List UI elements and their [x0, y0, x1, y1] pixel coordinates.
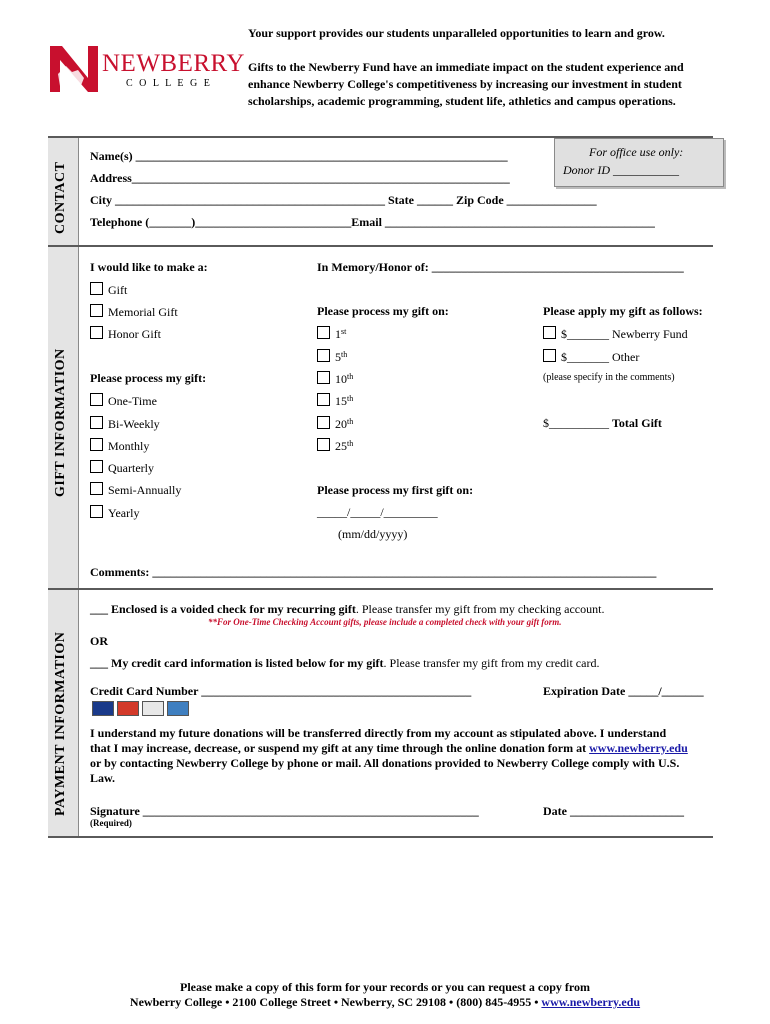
required-note: (Required)	[90, 818, 132, 828]
checkbox[interactable]	[90, 460, 103, 473]
divider-gift	[48, 588, 713, 590]
divider-contact	[48, 245, 713, 247]
contact-sidebar	[48, 138, 79, 245]
day-option[interactable]: 25th	[317, 438, 353, 454]
day-option[interactable]: 10th	[317, 371, 353, 387]
checkbox[interactable]	[317, 326, 330, 339]
intro-line-2: enhance Newberry College's competitiveness by increasing our investment in student	[248, 77, 682, 91]
checkbox[interactable]	[90, 505, 103, 518]
checkbox[interactable]	[317, 438, 330, 451]
first-gift-label: Please process my first gift on:	[317, 483, 474, 497]
voided-check-option[interactable]: ___ Enclosed is a voided check for my recurring gift. Please transfer my gift from my checking account.	[90, 602, 605, 616]
discover-icon	[142, 701, 164, 716]
checkbox[interactable]	[543, 326, 556, 339]
day-option[interactable]: 5th	[317, 349, 347, 365]
gift-label: GIFT INFORMATION	[53, 348, 68, 497]
credit-card-option[interactable]: ___ My credit card information is listed below for my gift. Please transfer my gift from my credit card.	[90, 656, 600, 670]
city-state-zip-field[interactable]: City _____________________________________________ State ______ Zip Code _______________	[90, 193, 597, 207]
card-number-field[interactable]: Credit Card Number _____________________________________________	[90, 684, 472, 698]
card-logos	[92, 700, 192, 716]
checkbox[interactable]	[90, 393, 103, 406]
first-gift-date-field[interactable]: _____/_____/_________	[317, 505, 438, 519]
process-gift-label: Please process my gift:	[90, 371, 207, 385]
frequency-option[interactable]: Bi-Weekly	[90, 416, 160, 432]
wolf-emblem-icon	[48, 44, 100, 94]
day-option[interactable]: 1st	[317, 326, 346, 342]
apply-other-option[interactable]: $_______ Other	[543, 349, 639, 365]
telephone-email-field[interactable]: Telephone (_______)__________________________Email _____________________________________________	[90, 215, 655, 229]
authorization-line-2: that I may increase, decrease, or suspend my gift at any time through the online donation form at www.newberry.edu	[90, 741, 688, 755]
frequency-option[interactable]: Monthly	[90, 438, 149, 454]
office-use-box	[554, 138, 724, 187]
checkbox[interactable]	[543, 349, 556, 362]
frequency-option[interactable]: Semi-Annually	[90, 482, 181, 498]
total-gift-field[interactable]: $__________ Total Gift	[543, 416, 662, 430]
footer-line-1: Please make a copy of this form for your records or you can request a copy from	[180, 980, 590, 994]
one-time-check-note: **For One-Time Checking Account gifts, please include a completed check with your gift form.	[208, 617, 562, 627]
checkbox[interactable]	[90, 304, 103, 317]
logo-subtitle: C O L L E G E	[126, 78, 212, 89]
or-label: OR	[90, 634, 108, 648]
frequency-option[interactable]: Quarterly	[90, 460, 154, 476]
footer-line-2: Newberry College • 2100 College Street • Newberry, SC 29108 • (800) 845-4955 • www.newberry.edu	[129, 995, 641, 1009]
donor-id-field[interactable]: Donor ID ___________	[563, 163, 679, 177]
expiration-field[interactable]: Expiration Date _____/_______	[543, 684, 704, 698]
signature-field[interactable]: Signature ________________________________________________________	[90, 804, 479, 818]
intro-line-3: scholarships, academic programming, student life, athletics and campus operations.	[248, 94, 676, 108]
checkbox[interactable]	[317, 349, 330, 362]
checkbox[interactable]	[317, 371, 330, 384]
newberry-logo	[48, 44, 245, 96]
amex-icon	[167, 701, 189, 716]
gift-type-option[interactable]: Memorial Gift	[90, 304, 178, 320]
checkbox[interactable]	[90, 326, 103, 339]
donation-link[interactable]: www.newberry.edu	[589, 741, 688, 755]
day-option[interactable]: 20th	[317, 416, 353, 432]
apply-fund-option[interactable]: $_______ Newberry Fund	[543, 326, 688, 342]
names-field[interactable]: Name(s) ______________________________________________________________	[90, 149, 508, 163]
tagline: Your support provides our students unparalleled opportunities to learn and grow.	[248, 26, 665, 40]
checkbox[interactable]	[90, 482, 103, 495]
office-title: For office use only:	[589, 145, 684, 159]
make-a-label: I would like to make a:	[90, 260, 208, 274]
visa-icon	[92, 701, 114, 716]
checkbox[interactable]	[317, 416, 330, 429]
contact-label: CONTACT	[53, 161, 68, 234]
gift-type-option[interactable]: Gift	[90, 282, 127, 298]
date-format-hint: (mm/dd/yyyy)	[338, 527, 408, 541]
frequency-option[interactable]: One-Time	[90, 393, 157, 409]
intro-line-1: Gifts to the Newberry Fund have an immediate impact on the student experience and	[248, 60, 684, 74]
address-field[interactable]: Address_______________________________________________________________	[90, 171, 510, 185]
divider-bottom	[48, 836, 713, 838]
authorization-line-4: Law.	[90, 771, 116, 785]
date-field[interactable]: Date ___________________	[543, 804, 684, 818]
payment-label: PAYMENT INFORMATION	[53, 631, 68, 816]
authorization-line-3: or by contacting Newberry College by phone or mail. All donations provided to Newberry College comply with U.S.	[90, 756, 680, 770]
checkbox[interactable]	[317, 393, 330, 406]
checkbox[interactable]	[90, 438, 103, 451]
checkbox[interactable]	[90, 416, 103, 429]
comments-field[interactable]: Comments: ____________________________________________________________________________________	[90, 565, 657, 579]
day-option[interactable]: 15th	[317, 393, 353, 409]
gift-type-option[interactable]: Honor Gift	[90, 326, 161, 342]
gift-sidebar	[48, 247, 79, 588]
specify-note: (please specify in the comments)	[543, 372, 675, 383]
payment-sidebar	[48, 590, 79, 836]
logo-name: NEWBERRY	[102, 50, 245, 77]
memory-honor-field[interactable]: In Memory/Honor of: __________________________________________	[317, 260, 684, 274]
checkbox[interactable]	[90, 282, 103, 295]
mastercard-icon	[117, 701, 139, 716]
authorization-line-1: I understand my future donations will be transferred directly from my account as stipulated above. I understand	[90, 726, 667, 740]
process-on-label: Please process my gift on:	[317, 304, 449, 318]
apply-gift-label: Please apply my gift as follows:	[543, 304, 703, 318]
frequency-option[interactable]: Yearly	[90, 505, 139, 521]
footer-website-link[interactable]: www.newberry.edu	[541, 995, 641, 1009]
